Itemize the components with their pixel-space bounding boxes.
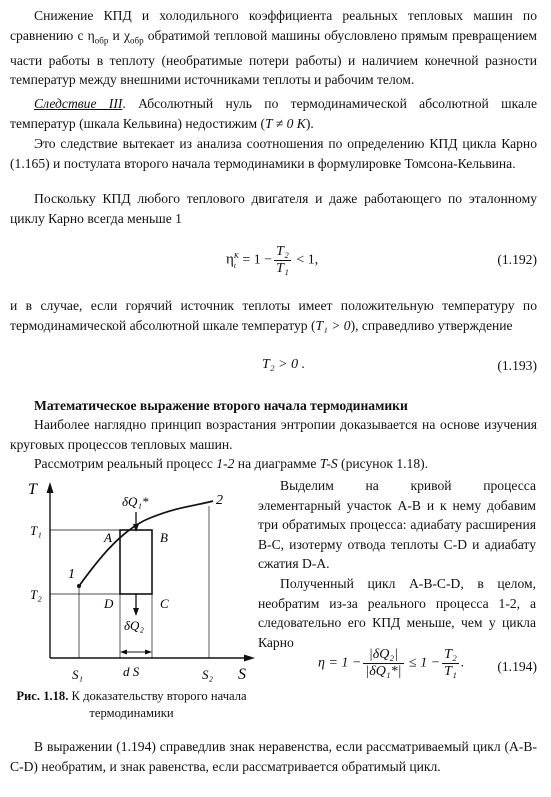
text-span: T-S [319, 456, 338, 471]
caption-text: К доказательству второго начала термодинамики [68, 689, 247, 720]
text-span: η = 1 − [318, 655, 362, 671]
equation-number: (1.193) [497, 358, 537, 373]
fraction-denominator: T₁ [276, 261, 289, 276]
text-span: и в случае, если горячий источник теплоты имеет положительную температуру по термодинамической абсолютной шкале температур ( [10, 298, 537, 333]
point-2-label: 2 [216, 493, 223, 508]
subscript: обр [130, 35, 144, 46]
dq2-label: δQ₂ [124, 618, 144, 633]
point-b-label: B [160, 530, 168, 545]
text-span: = 1 − [238, 252, 273, 268]
t-axis-label: T [28, 481, 37, 498]
subscript: t [233, 260, 236, 270]
inline-math: T₁ > 0 [315, 317, 351, 333]
fraction-numerator: T₂ [444, 647, 457, 662]
paragraph-hot-source [10, 296, 537, 335]
paragraph-elementary-section: Выделим на кривой процесса элементарный участок A-B и к нему добавим три обратимых процесса: адиабату расширения B-C, изотерму отвода теплоты C-D и адиабату сжатия D-A. [258, 478, 536, 571]
superscript: K [233, 250, 239, 260]
s1-label: S₁ [72, 667, 84, 682]
subscript: обр [94, 35, 109, 46]
equation-number: (1.192) [497, 252, 537, 267]
paragraph-inequality-sign: В выражении (1.194) справедлив знак неравенства, если рассматриваемый цикл (A-B-C-D) необратим, и знак равенства, если рассматривается обратимый цикл. [10, 739, 537, 774]
text-span: обратимой тепловой машины обусловлено прямым превращением части работы в теплоту (необратимые потери работы) и наличием конечной разности температур между внешними источниками теплоты и рабочим телом. [10, 27, 537, 88]
fraction-numerator: T₂ [276, 244, 289, 259]
text-span: ), справедливо утверждение [350, 317, 513, 333]
text-span: на диаграмме [234, 456, 320, 471]
fraction-denominator: |δQ₁*| [365, 664, 402, 679]
text-span: < 1, [292, 252, 319, 268]
paragraph-resulting-cycle: Полученный цикл A-B-C-D, в целом, необратим из-за реального процесса 1-2, а следовательно его КПД меньше, чем у цикла Карно [258, 576, 536, 650]
t-axis-arrow [47, 482, 54, 493]
equation-1-192 [226, 244, 318, 277]
paragraph-carnot-analysis: Это следствие вытекает из анализа соотношения по определению КПД цикла Карно (1.165) и постулата второго начала термодинамики в формулировке Томсона-Кельвина. [10, 136, 537, 171]
text-span: и χ [108, 27, 130, 43]
figure-1-18-ts-diagram [10, 476, 255, 688]
s2-label: S₂ [202, 667, 214, 682]
point-a-label: A [104, 530, 112, 545]
paragraph-real-process [34, 454, 428, 473]
figure-caption [14, 688, 249, 722]
inline-math: T ≠ 0 K [265, 115, 306, 131]
text-span: . [460, 655, 465, 671]
cycle-abcd-rectangle [120, 530, 152, 594]
process-curve-1-2 [79, 501, 213, 586]
equation-number: (1.194) [497, 659, 537, 674]
text-span: ≤ 1 − [405, 655, 441, 671]
eta-symbol: η [226, 251, 234, 268]
corollary-label: Следствие III [34, 96, 123, 111]
ds-label: d S [123, 664, 140, 679]
text-span: (рисунок 1.18). [337, 456, 429, 471]
t2-label: T₂ [30, 587, 42, 602]
point-d-label: D [104, 596, 114, 611]
text-span: Рассмотрим реальный процесс [34, 456, 217, 471]
paragraph-efficiency-reduction [10, 6, 537, 90]
s-axis-label: S [238, 666, 246, 683]
point-c-label: C [160, 596, 169, 611]
fraction-numerator: |δQ₂| [363, 647, 403, 664]
point-1-label: 1 [68, 567, 75, 582]
fraction-denominator: T₁ [444, 664, 457, 679]
caption-label: Рис. 1.18. [16, 689, 69, 703]
ds-arrow-left [120, 650, 127, 655]
paragraph-entropy-principle: Наиболее наглядно принцип возрастания энтропии доказывается на основе изучения круговых процессов тепловых машин. [10, 417, 537, 452]
text-span: . Абсолютный нуль по термодинамической абсолютной шкале температур (шкала Кельвина) недостижим ( [10, 96, 537, 131]
dq2-arrow-head [133, 608, 139, 616]
equation-1-194 [318, 647, 464, 680]
section-heading: Математическое выражение второго начала термодинамики [34, 398, 408, 413]
ds-arrow-right [145, 650, 152, 655]
text-span: ). [305, 115, 314, 131]
text-span: 1-2 [216, 456, 235, 471]
paragraph-corollary-3 [10, 94, 537, 133]
t1-label: T₁ [30, 523, 42, 538]
point-1-marker [77, 584, 81, 588]
paragraph-efficiency-less-than-one: Поскольку КПД любого теплового двигателя и даже работающего по эталонному циклу Карно всегда меньше 1 [10, 191, 537, 226]
text-span: Снижение КПД и холодильного коэффициента реальных тепловых машин по сравнению с η [10, 8, 537, 43]
dq1-label: δQ₁* [122, 494, 149, 509]
s-axis-arrow [244, 655, 255, 662]
equation-1-193: T₂ > 0 . [262, 357, 306, 372]
